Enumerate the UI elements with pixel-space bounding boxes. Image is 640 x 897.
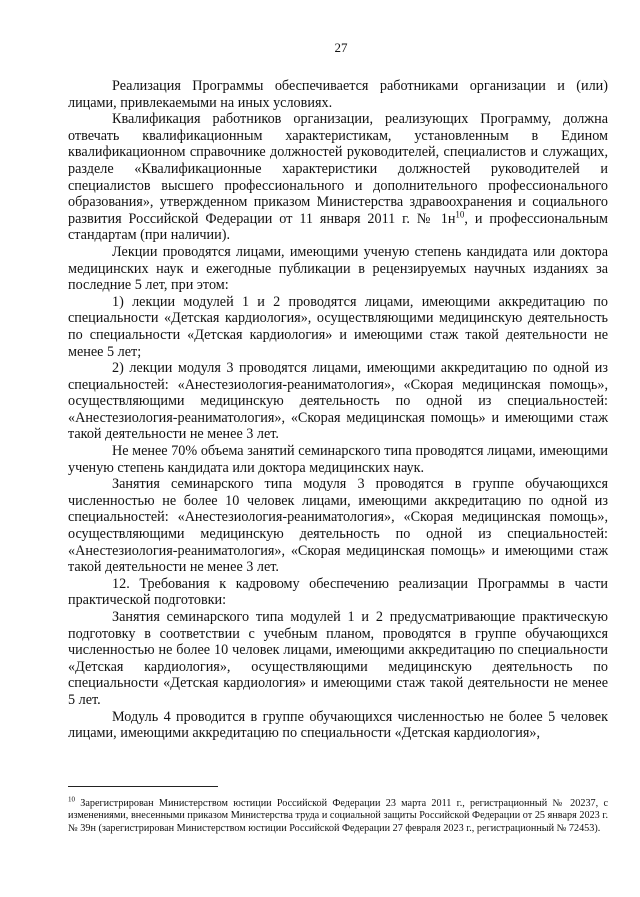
paragraph-section-12: 12. Требования к кадровому обеспечению реализации Программы в части практической подготовки: xyxy=(68,575,608,609)
paragraph-qualification xyxy=(68,111,608,244)
footnote xyxy=(68,795,608,835)
paragraph-qualification-tail: , и профессиональным стандартам (при наличии). xyxy=(68,210,608,244)
paragraph-practical-modules: Занятия семинарского типа модулей 1 и 2 предусматривающие практическую подготовку в соответствии с учебным планом, проводятся в группе обучающихся численностью не более 10 человек лицами, имеющими аккредитацию по специальности «Детская кардиология», осуществляющими медицинскую деятельность по специальности «Детская кардиология» и имеющими стаж такой деятельности не менее 5 лет. xyxy=(68,609,608,708)
footnote-text: Зарегистрирован Министерством юстиции Российской Федерации 23 марта 2011 г., регистрационный № 20237, с изменениями, внесенными приказом Министерства труда и социальной защиты Российской Федерации от 25 января 2023 г. № 39н (зарегистрирован Министерством юстиции Российской Федерации 27 февраля 2023 г., регистрационный № 72453). xyxy=(68,798,608,834)
footnote-divider xyxy=(68,786,218,787)
paragraph-qualification-text: Квалификация работников организации, реализующих Программу, должна отвечать квалификационным характеристикам, установленным в Едином квалификационном справочнике должностей руководителей, специалистов и служащих, разделе «Квалификационные характеристики должностей руководителей и специалистов высшего профессионального и дополнительного профессионального образования», утвержденном приказом Министерства здравоохранения и социального развития Российской Федерации от 11 января 2011 г. № 1н xyxy=(68,111,608,227)
paragraph-lectures: Лекции проводятся лицами, имеющими ученую степень кандидата или доктора медицинских наук и ежегодные публикации в рецензируемых научных изданиях за последние 5 лет, при этом: xyxy=(68,243,608,294)
paragraph-staffing: Реализация Программы обеспечивается работниками организации и (или) лицами, привлекаемыми на иных условиях. xyxy=(68,78,608,111)
page-number: 27 xyxy=(334,40,348,55)
paragraph-seminar-module-3: Занятия семинарского типа модуля 3 проводятся в группе обучающихся численностью не более 10 человек лицами, имеющими аккредитацию по одной из специальностей: «Анестезиология-реаниматология», «Скорая медицинская помощь», осуществляющими медицинскую деятельность по одной из специальностей: «Анестезиология-реаниматология», «Скорая медицинская помощь» и имеющими стаж такой деятельности не менее 3 лет. xyxy=(68,476,608,576)
paragraph-seminar-share: Не менее 70% объема занятий семинарского типа проводятся лицами, имеющими ученую степень кандидата или доктора медицинских наук. xyxy=(68,443,608,476)
footnote-reference: 10 xyxy=(455,209,465,220)
paragraph-lectures-item-2: 2) лекции модуля 3 проводятся лицами, имеющими аккредитацию по одной из специальностей: «Анестезиология-реаниматология», «Скорая медицинская помощь», осуществляющими медицинскую деятельность по одной из специальностей: «Анестезиология-реаниматология», «Скорая медицинская помощь» и имеющими стаж такой деятельности не менее 3 лет. xyxy=(68,360,608,443)
paragraph-lectures-item-1: 1) лекции модулей 1 и 2 проводятся лицами, имеющими аккредитацию по специальности «Детская кардиология», осуществляющими медицинскую деятельность по специальности «Детская кардиология» и имеющими стаж такой деятельности не менее 5 лет; xyxy=(68,293,608,360)
paragraph-module-4: Модуль 4 проводится в группе обучающихся численностью не более 5 человек лицами, имеющими аккредитацию по специальности «Детская кардиология», xyxy=(68,708,608,742)
footnote-number: 10 xyxy=(68,795,75,804)
